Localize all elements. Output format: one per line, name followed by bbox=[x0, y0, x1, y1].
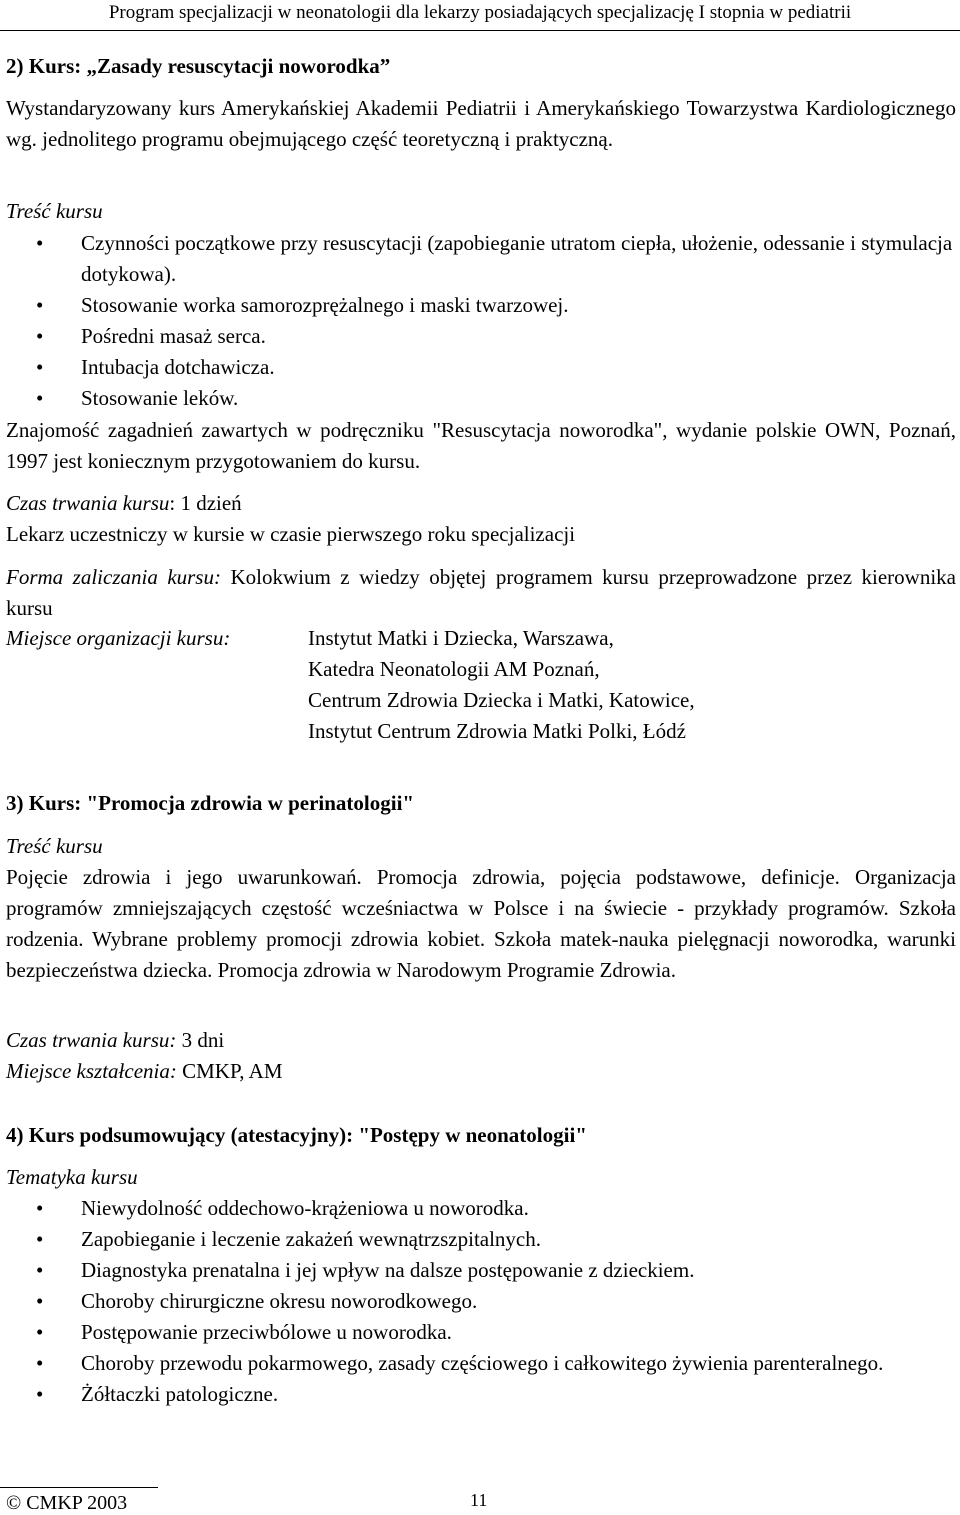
running-header: Program specjalizacji w neonatologii dla lekarzy posiadających specjalizację I stopnia w pediatrii bbox=[108, 2, 852, 23]
place-item: Instytut Matki i Dziecka, Warszawa, bbox=[308, 626, 614, 650]
copyright: © CMKP 2003 bbox=[6, 1492, 128, 1514]
course2-place bbox=[6, 623, 956, 743]
list-item: • Postępowanie przeciwbólowe u noworodka. bbox=[6, 1317, 956, 1348]
duration-label: Czas trwania kursu: bbox=[6, 1028, 177, 1052]
course4-title: 4) Kurs podsumowujący (atestacyjny): "Postępy w neonatologii" bbox=[6, 1123, 587, 1147]
place-item: Centrum Zdrowia Dziecka i Matki, Katowice, bbox=[308, 688, 695, 712]
list-item: • Niewydolność oddechowo-krążeniowa u noworodka. bbox=[6, 1193, 956, 1224]
course3-content: Pojęcie zdrowia i jego uwarunkowań. Promocja zdrowia, pojęcia podstawowe, definicje. Organizacja programów zmniejszających częstość wcześniactwa w Polsce i na świecie - przykłady programów. Szkoła rodzenia. Wybrane problemy promocji zdrowia kobiet. Szkoła matek-nauka pielęgnacji noworodka, warunki bezpieczeństwa dziecka. Promocja zdrowia w Narodowym Programie Zdrowia. bbox=[6, 865, 956, 982]
list-item: • Pośredni masaż serca. bbox=[6, 321, 956, 352]
course3-title: 3) Kurs: "Promocja zdrowia w perinatologii" bbox=[6, 791, 415, 815]
place-label: Miejsce organizacji kursu: bbox=[6, 626, 231, 650]
course3-content-label: Treść kursu bbox=[6, 834, 103, 858]
completion-label: Forma zaliczania kursu: bbox=[6, 565, 221, 589]
course3-place bbox=[6, 1056, 956, 1087]
course2-completion bbox=[6, 562, 956, 624]
page-number: 11 bbox=[470, 1490, 488, 1510]
course4-topics-label: Tematyka kursu bbox=[6, 1165, 138, 1189]
place-label: Miejsce kształcenia: bbox=[6, 1059, 177, 1083]
course2-participant: Lekarz uczestniczy w kursie w czasie pierwszego roku specjalizacji bbox=[6, 522, 576, 546]
course2-content-label: Treść kursu bbox=[6, 199, 103, 223]
completion-value: Kolokwium z wiedzy objętej programem kursu przeprowadzone przez kierownika kursu bbox=[6, 565, 956, 620]
course4-items-list bbox=[6, 1193, 956, 1410]
header-divider bbox=[0, 30, 960, 31]
list-item: • Żółtaczki patologiczne. bbox=[6, 1379, 956, 1410]
course2-intro: Wystandaryzowany kurs Amerykańskiej Akademii Pediatrii i Amerykańskiego Towarzystwa Kardiologicznego wg. jednolitego programu obejmującego część teoretyczną i praktyczną. bbox=[6, 96, 956, 151]
list-item: • Choroby chirurgiczne okresu noworodkowego. bbox=[6, 1286, 956, 1317]
duration-label: Czas trwania kursu bbox=[6, 491, 170, 515]
course2-duration bbox=[6, 488, 956, 519]
place-item: Katedra Neonatologii AM Poznań, bbox=[308, 657, 600, 681]
place-item: Instytut Centrum Zdrowia Matki Polki, Łódź bbox=[308, 719, 686, 743]
list-item: • Diagnostyka prenatalna i jej wpływ na dalsze postępowanie z dzieckiem. bbox=[6, 1255, 956, 1286]
place-value: CMKP, AM bbox=[176, 1059, 283, 1083]
list-item: • Choroby przewodu pokarmowego, zasady częściowego i całkowitego żywienia parenteralnego. bbox=[6, 1348, 956, 1379]
course2-items-list bbox=[6, 228, 956, 414]
list-item: • Stosowanie worka samorozprężalnego i maski twarzowej. bbox=[6, 290, 956, 321]
course2-title: 2) Kurs: „Zasady resuscytacji noworodka” bbox=[6, 54, 391, 78]
list-item: • Stosowanie leków. bbox=[6, 383, 956, 414]
footer-divider bbox=[0, 1487, 158, 1488]
list-item: • Zapobieganie i leczenie zakażeń wewnątrzszpitalnych. bbox=[6, 1224, 956, 1255]
course3-duration bbox=[6, 1025, 956, 1056]
list-item: • Intubacja dotchawicza. bbox=[6, 352, 956, 383]
list-item: • Czynności początkowe przy resuscytacji (zapobieganie utratom ciepła, ułożenie, odessanie i stymulacja dotykowa). bbox=[6, 228, 956, 290]
duration-value: 3 dni bbox=[176, 1028, 225, 1052]
duration-value: : 1 dzień bbox=[169, 491, 242, 515]
course2-knowledge: Znajomość zagadnień zawartych w podręczniku "Resuscytacja noworodka", wydanie polskie OWN, Poznań, 1997 jest koniecznym przygotowaniem do kursu. bbox=[6, 418, 956, 473]
